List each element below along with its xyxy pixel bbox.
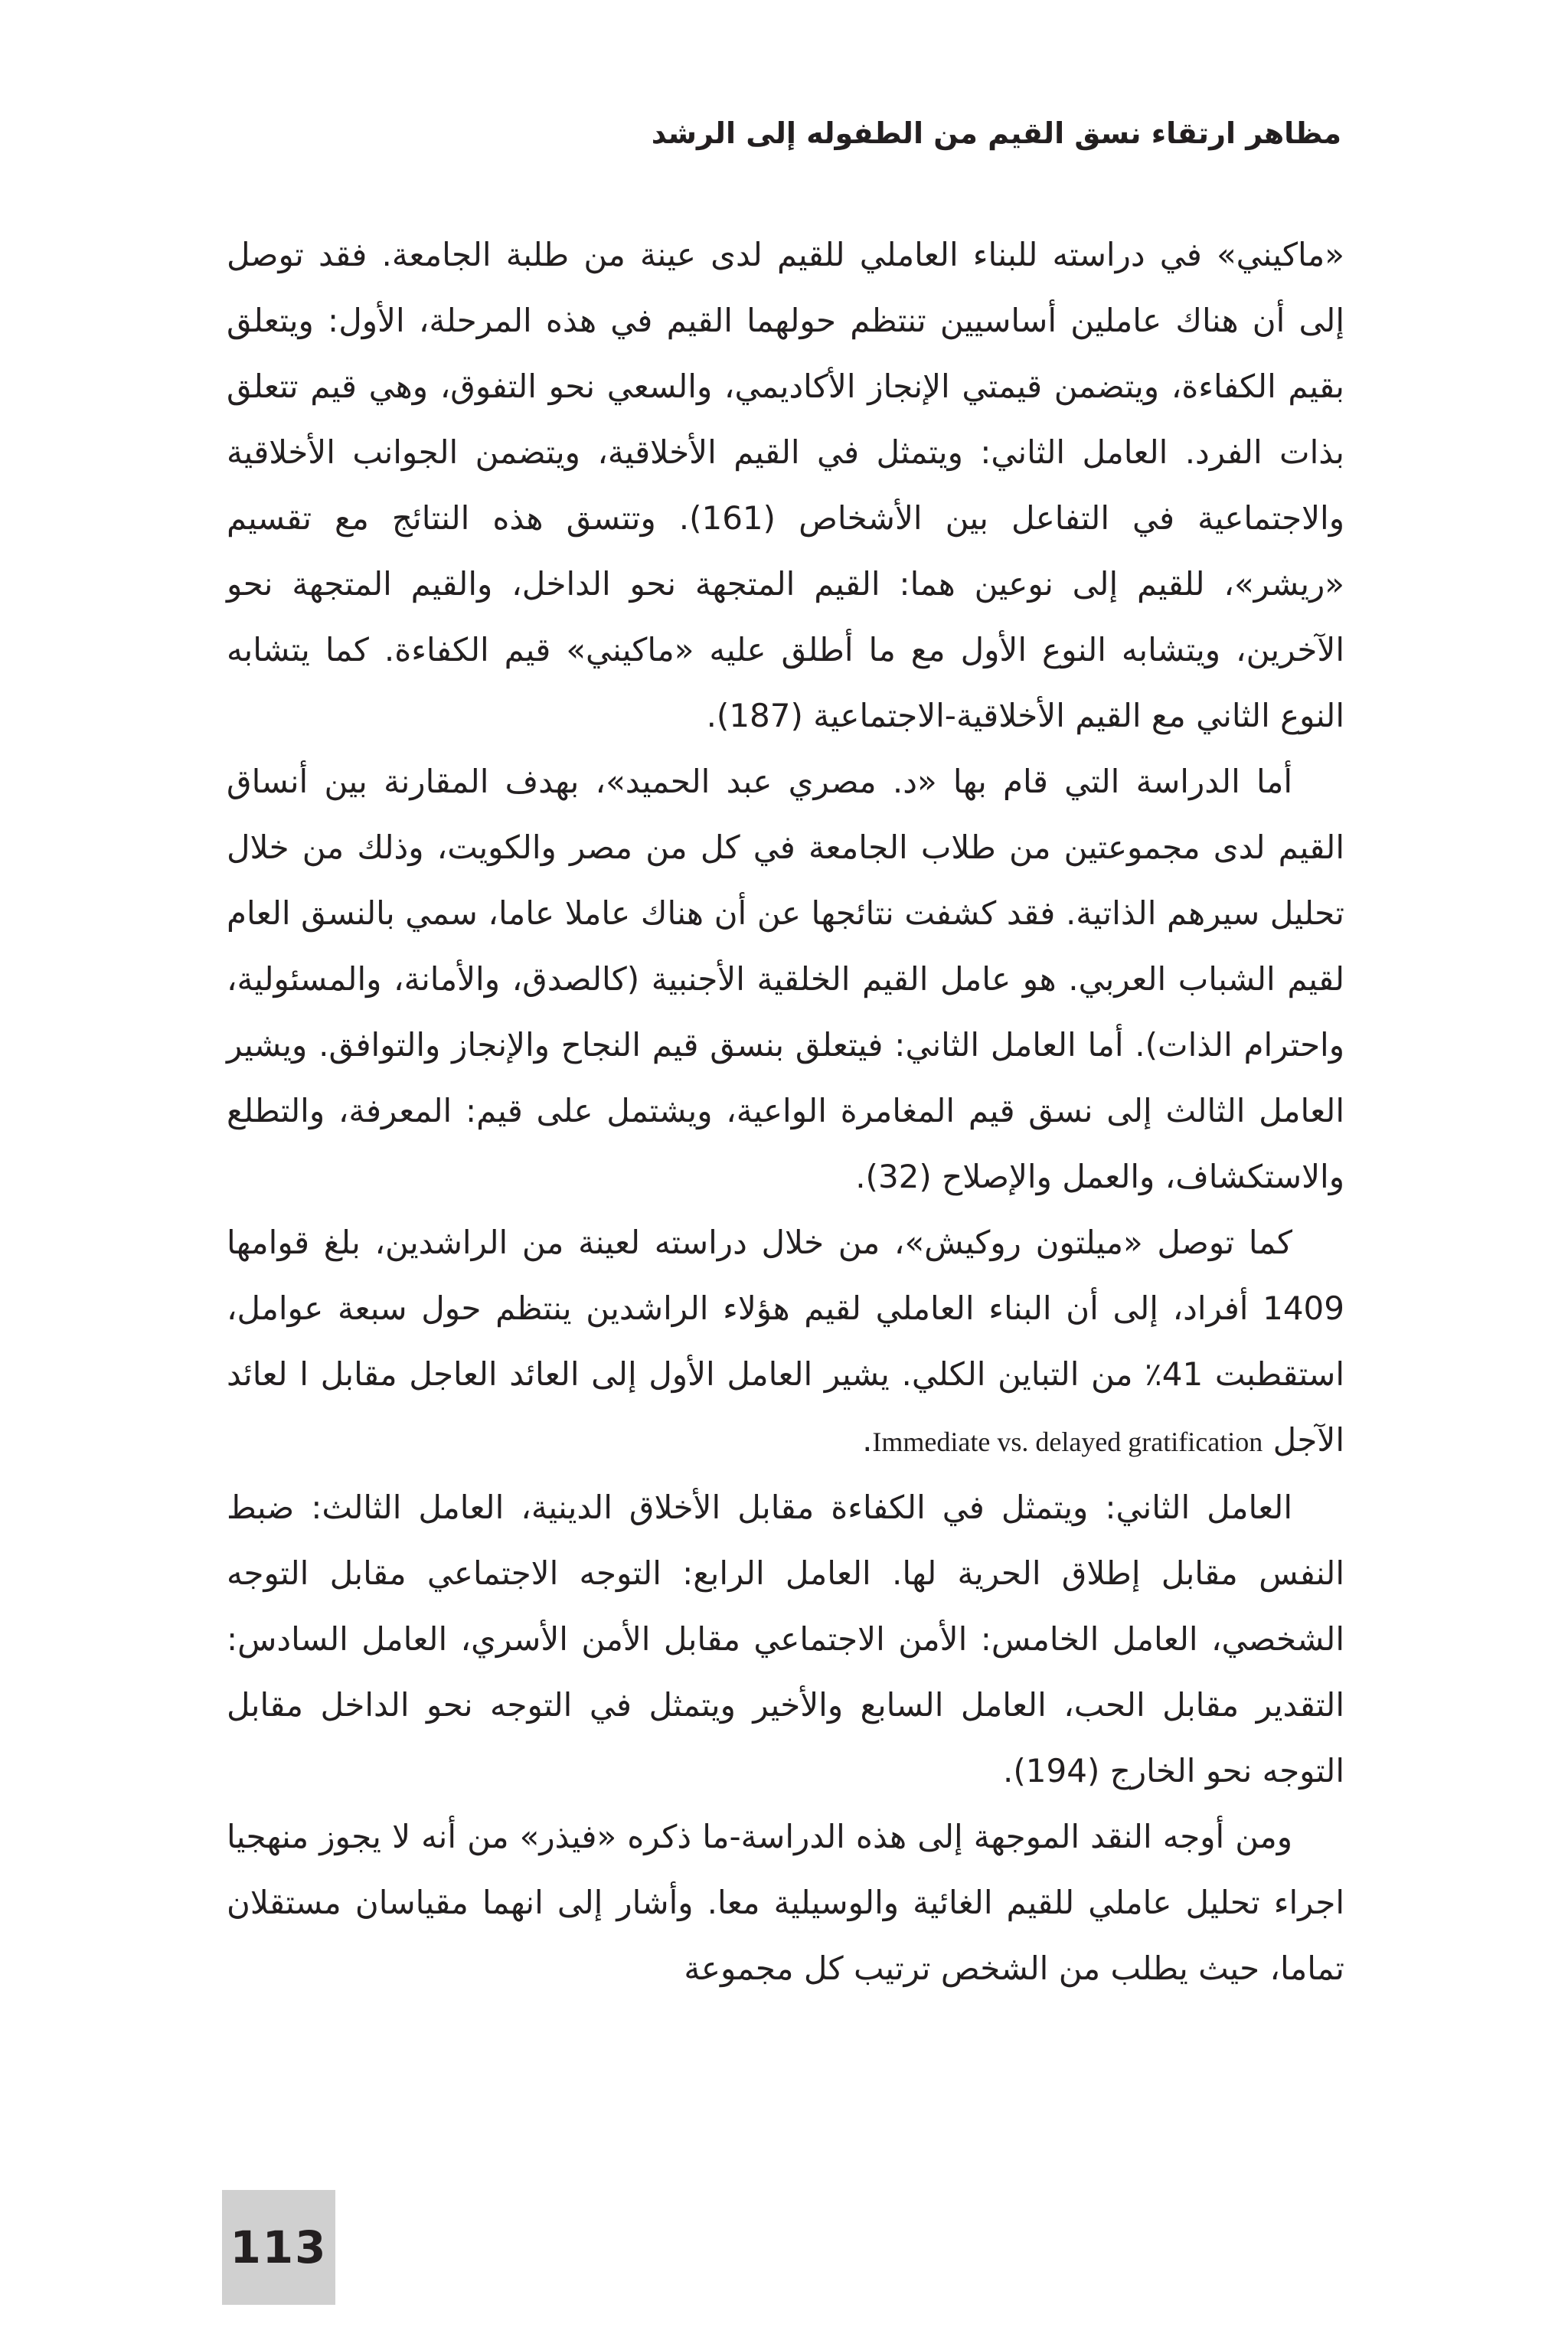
paragraph-3-text: كما توصل «ميلتون روكيش»، من خلال دراسته لعينة من الراشدين، بلغ قوامها 1409 أفراد، إلى أن البناء العاملي لقيم هؤلاء الراشدين ينتظم حول سبعة عوامل، استقطبت 41٪ من التباين الكلي. يشير العامل الأول إلى العائد العاجل مقابل ا لعائد الآجل — [227, 1224, 1344, 1459]
page-number: 113 — [230, 2221, 328, 2273]
paragraph-4: العامل الثاني: ويتمثل في الكفاءة مقابل الأخلاق الدينية، العامل الثالث: ضبط النفس مقابل إطلاق الحرية لها. العامل الرابع: التوجه الاجتماعي مقابل التوجه الشخصي، العامل الخامس: الأمن الاجتماعي مقابل الأمن الأسري، العامل السادس: التقدير مقابل الحب، العامل السابع والأخير ويتمثل في التوجه نحو الداخل مقابل التوجه نحو الخارج (194). — [227, 1489, 1344, 1789]
paragraph-1: «ماكيني» في دراسته للبناء العاملي للقيم لدى عينة من طلبة الجامعة. فقد توصل إلى أن هناك عاملين أساسيين تنتظم حولهما القيم في هذه المرحلة، الأول: ويتعلق بقيم الكفاءة، ويتضمن قيمتي الإنجاز الأكاديمي، والسعي نحو التفوق، وهي قيم تتعلق بذات الفرد. العامل الثاني: ويتمثل في القيم الأخلاقية، ويتضمن الجوانب الأخلاقية والاجتماعية في التفاعل بين الأشخاص (161). وتتسق هذه النتائج مع تقسيم «ريشر»، للقيم إلى نوعين هما: القيم المتجهة نحو الداخل، والقيم المتجهة نحو الآخرين، ويتشابه النوع الأول مع ما أطلق عليه «ماكيني» قيم الكفاءة. كما يتشابه النوع الثاني مع القيم الأخلاقية-الاجتماعية (187). — [227, 236, 1344, 734]
paragraph-3 — [227, 1210, 1344, 1475]
paragraph-2: أما الدراسة التي قام بها «د. مصري عبد الحميد»، بهدف المقارنة بين أنساق القيم لدى مجموعتين من طلاب الجامعة في كل من مصر والكويت، وذلك من خلال تحليل سيرهم الذاتية. فقد كشفت نتائجها عن أن هناك عاملا عاما، سمي بالنسق العام لقيم الشباب العربي. هو عامل القيم الخلقية الأجنبية (كالصدق، والأمانة، والمسئولية، واحترام الذات). أما العامل الثاني: فيتعلق بنسق قيم النجاح والإنجاز والتوافق. ويشير العامل الثالث إلى نسق قيم المغامرة الواعية، ويشتمل على قيم: المعرفة، والتطلع والاستكشاف، والعمل والإصلاح (32). — [227, 763, 1344, 1195]
body-text — [227, 222, 1344, 2002]
paragraph-3-end: . — [862, 1421, 873, 1459]
running-head: مظاهر ارتقاء نسق القيم من الطفوله إلى الرشد — [651, 116, 1341, 150]
page-number-box — [222, 2190, 335, 2305]
latin-term: Immediate vs. delayed gratification — [872, 1427, 1263, 1457]
paragraph-5: ومن أوجه النقد الموجهة إلى هذه الدراسة-ما ذكره «فيذر» من أنه لا يجوز منهجيا اجراء تحليل عاملي للقيم الغائية والوسيلية معا. وأشار إلى انهما مقياسان مستقلان تماما، حيث يطلب من الشخص ترتيب كل مجموعة — [227, 1818, 1344, 1987]
